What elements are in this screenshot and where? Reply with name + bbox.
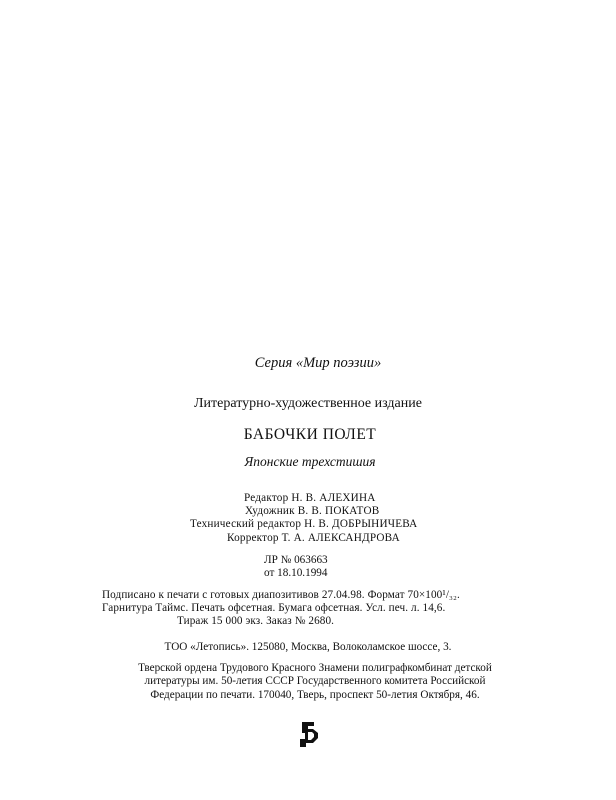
series-line: Серия «Мир поэзии» — [254, 355, 382, 371]
license-date: от 18.10.1994 — [264, 566, 328, 579]
print-info-run: Тираж 15 000 экз. Заказ № 2680. — [177, 615, 335, 628]
printer-line-2: литературы им. 50-летия СССР Государственного комитета Российской — [144, 675, 486, 688]
credit-editor: Редактор Н. В. АЛЕХИНА — [244, 492, 376, 504]
printer-block — [100, 662, 530, 702]
license-block — [264, 554, 328, 579]
credit-technical-editor: Технический редактор Н. В. ДОБРЫНИЧЕВА — [190, 518, 418, 531]
book-subtitle: Японские трехстишия — [244, 454, 376, 469]
printer-line-1: Тверской ордена Трудового Красного Знамени полиграфкомбинат детской — [138, 662, 492, 674]
credit-proofreader: Корректор Т. А. АЛЕКСАНДРОВА — [227, 531, 400, 544]
credits-block — [190, 492, 490, 545]
book-title: БАБОЧКИ ПОЛЕТ — [243, 426, 377, 443]
print-info-typeface: Гарнитура Таймс. Печать офсетная. Бумага офсетная. Усл. печ. л. 14,6. — [102, 602, 446, 615]
printer-line-3: Федерации по печати. 170040, Тверь, проспект 50-летия Октября, 46. — [150, 688, 480, 701]
genre-line: Литературно-художественное издание — [194, 396, 422, 411]
print-info-signed: Подписано к печати с готовых диапозитивов 27.04.98. Формат 70×100¹/₃₂. — [102, 589, 460, 601]
credit-artist: Художник В. В. ПОКАТОВ — [245, 505, 380, 518]
print-info-block — [102, 589, 532, 629]
printer-logo-icon — [296, 720, 322, 748]
publisher-line: ТОО «Летопись». 125080, Москва, Волоколамское шоссе, 3. — [164, 641, 452, 653]
license-number: ЛР № 063663 — [264, 554, 328, 566]
